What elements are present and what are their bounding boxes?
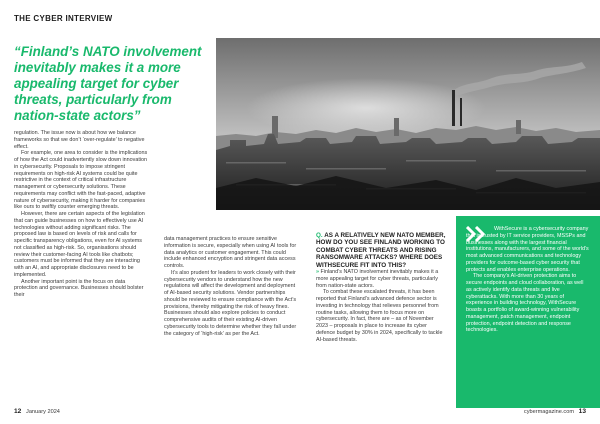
pull-quote: “Finland’s NATO involvement inevitably makes it a more appealing target for cyber threats, particularly from nation-state actors” xyxy=(14,44,202,123)
interview-question xyxy=(316,232,446,269)
paragraph: For example, one area to consider is the implications of how the Act could inadvertently slow down innovation in cybersecurity. Proposals to impose stringent requirements on high-risk AI systems could be quite restrictive in the context of critical infrastructure management or cybersecurity solutions. These requirements may conflict with the fast-paced, adaptive nature of cybersecurity, making it harder for companies like ours to swiftly counter emerging threats. xyxy=(14,150,148,211)
body-column-3 xyxy=(316,232,446,343)
paragraph: The company’s AI-driven protection aims to secure endpoints and cloud collaboration, as well as actively identify data threats and live cyberattacks. With more than 30 years of experience in building technology, WithSecure boasts a portfolio of award-winning vulnerability management, patch management, endpoint protection, endpoint detection and response technologies. xyxy=(466,273,584,334)
paragraph: regulation. The issue now is about how we balance frameworks so that we don’t ‘over-regulate’ to negative effect. xyxy=(14,130,145,150)
page-number-left: 12 xyxy=(14,408,22,415)
paragraph: It’s also prudent for leaders to work closely with their cybersecurity vendors to understand how the new regulations will affect the development and deployment of AI-based security solutions. Vendor partnerships should be reviewed to ensure compliance with the Act’s provisions, thereby mitigating the risk of heavy fines. Businesses should also explore policies to conduct comprehensive audits of their existing AI-driven cybersecurity tools to determine whether they fall under the category of ‘high-risk’ as per the Act. xyxy=(164,269,297,337)
paragraph xyxy=(316,269,446,289)
paragraph: WithSecure is a cybersecurity company that is trusted by IT service providers, MSSPs and businesses along with the largest financial institutions, manufacturers, and some of the world’s most advanced communications and technology providers for outcome-based cyber security that protects and enables enterprise operations. xyxy=(466,226,589,273)
paragraph: To combat these escalated threats, it has been reported that Finland’s advanced defence sector is investing in technology that relieves personnel from routine tasks, allowing them to focus more on cybersecurity. In fact, there are – as of November 2023 – proposals in place to increase its cyber defence budget by 30% in 2024, specifically to tackle AI-based threats. xyxy=(316,289,443,343)
company-sidebar xyxy=(456,216,600,408)
site-url: cybermagazine.com xyxy=(523,409,574,415)
issue-date: January 2024 xyxy=(26,409,60,415)
question-marker: Q. xyxy=(316,232,323,239)
footer-right xyxy=(524,408,586,415)
footer-left xyxy=(14,408,60,415)
body-column-1 xyxy=(14,130,148,299)
paragraph: Another important point is the focus on data protection and governance. Businesses should bolster their xyxy=(14,278,144,298)
body-column-2 xyxy=(164,236,298,337)
helsinki-skyline-photo xyxy=(216,38,600,210)
page-number-right: 13 xyxy=(578,408,586,415)
paragraph: However, there are certain aspects of the legislation that can guide businesses on how to effectively use AI technologies without adding significant risks. The proposed law is based on levels of risk and calls for specific transparency obligations, even for AI systems not classified as high-risk. So, organisations should review their customer-facing AI tools like chatbots; customers must be informed that they are interacting with an AI, and appropriate disclosures need to be implemented. xyxy=(14,211,145,278)
section-label: THE CYBER INTERVIEW xyxy=(14,14,113,23)
answer-text: Finland’s NATO involvement inevitably makes it a more appealing target for cyber threats, particularly from nation-state actors. xyxy=(316,269,439,289)
question-text: AS A RELATIVELY NEW NATO MEMBER, HOW DO YOU SEE FINLAND WORKING TO COMBAT CYBER THREATS AND RISING RANSOMWARE ATTACKS? WHERE DOES WITHSECURE FIT INTO THIS? xyxy=(316,232,446,269)
paragraph: data management practices to ensure sensitive information is secure, especially when using AI tools for data analytics or customer engagement. This could include enhanced encryption and stringent data access controls. xyxy=(164,236,297,269)
answer-marker: » xyxy=(316,269,319,276)
sidebar-text xyxy=(466,226,590,334)
